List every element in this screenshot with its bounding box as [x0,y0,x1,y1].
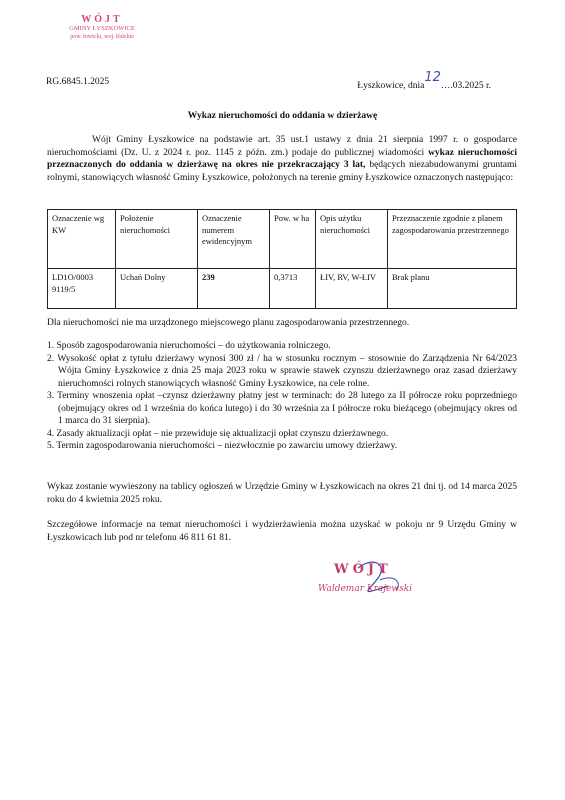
list-item: 4. Zasady aktualizacji opłat – nie przewiduje się aktualizacji opłat czynszu dzierżawnego. [47,428,389,439]
date-dots: … [440,81,451,91]
table-cell-kw: LD1O/0003 9119/5 [48,269,116,309]
table-row [48,269,517,309]
table-cell-area: 0,3713 [270,269,316,309]
table-header-cell: Położenie nieruchomości [116,210,198,269]
place-prefix: Łyszkowice, dnia [357,81,425,91]
table-cell-zoning: Brak planu [388,269,517,309]
table-header-cell: Oznaczenie numerem ewidencyjnym [198,210,270,269]
signature-name: Waldemar Krajewski [318,584,413,594]
table-header-row [48,210,517,269]
intro-bold: wykaz nieruchomości przeznaczonych do oddania w dzierżawę na okres nie przekraczający 3 lat, [47,147,517,170]
property-table [47,209,517,309]
page-title: Wykaz nieruchomości do oddania w dzierżawę [187,111,378,121]
table-header-cell: Przeznaczenie zgodnie z planem zagospodarowania przestrzennego [388,210,517,269]
list-item: 3. Terminy wnoszenia opłat –czynsz dzierżawny płatny jest w terminach: do 28 lutego za II półrocze roku poprzedniego (obejmujący okres od 1 września do końca lutego) i do 30 września za I półrocze roku bieżącego (obejmujący okres od 1 marca do 31 sierpnia). [47,391,517,426]
table-cell-parcel: 239 [198,269,270,309]
handwritten-day: 12 [424,70,441,85]
signature-stamp [318,556,428,616]
intro-paragraph [47,134,517,184]
table-cell-land-use: ŁIV, RV, W-ŁIV [316,269,388,309]
official-stamp [46,14,158,41]
table-cell-location: Uchań Dolny [116,269,198,309]
place-and-date [357,70,491,92]
list-item: 1. Sposób zagospodarowania nieruchomości – do użytkowania rolniczego. [47,341,331,351]
plan-note: Dla nieruchomości nie ma urządzonego miejscowego planu zagospodarowania przestrzennego. [47,318,410,328]
reference-number: RG.6845.1.2025 [46,77,110,87]
table-header-cell: Pow. w ha [270,210,316,269]
stamp-region: pow. łowicki, woj. łódzkie [70,34,134,40]
intro-text-1: Wójt Gminy Łyszkowice na podstawie art. 35 ust.1 ustawy z dnia 21 sierpnia 1997 r. o gospodarce nieruchomościami (Dz. U. z 2024 r. poz. 1145 z późn. zm.) podaje do publicznej wiadomości [47,135,517,158]
posting-paragraph: Wykaz zostanie wywieszony na tablicy ogłoszeń w Urzędzie Gminy w Łyszkowicach na okres 21 dni tj. od 14 marca 2025 roku do 4 kwietnia 2025 roku. [47,482,517,505]
list-item: 5. Termin zagospodarowania nieruchomości – niezwłocznie po zawarciu umowy dzierżawy. [47,441,398,451]
conditions-list [47,340,517,453]
table-header-cell: Opis użytku nieruchomości [316,210,388,269]
stamp-title: WÓJT [81,14,123,25]
list-item: 2. Wysokość opłat z tytułu dzierżawy wynosi 300 zł / ha w stosunku rocznym – stosownie do Zarządzenia Nr 64/2023 Wójta Gminy Łyszkowice z dnia 25 maja 2023 roku w sprawie stawek czynszu dzierżawnego oraz zasad dzierżawy nieruchomości rolnych stanowiących własność Gminy Łyszkowice, na cele rolne. [47,353,517,389]
contact-paragraph: Szczegółowe informacje na temat nieruchomości i wydzierżawienia można uzyskać w pokoju nr 9 Urzędu Gminy w Łyszkowicach lub pod nr telefonu 46 811 61 81. [47,520,517,543]
signature-title: WÓJT [334,562,392,577]
stamp-office: GMINY ŁYSZKOWICE [69,25,135,32]
place-suffix: .03.2025 r. [450,81,491,91]
intro-text-2: będących niezabudowanymi gruntami rolnymi, stanowiących własność Gminy Łyszkowice, położonych na terenie gminy Łyszkowice oznaczonych następująco: [47,160,517,183]
table-header-cell: Oznaczenie wg KW [48,210,116,269]
